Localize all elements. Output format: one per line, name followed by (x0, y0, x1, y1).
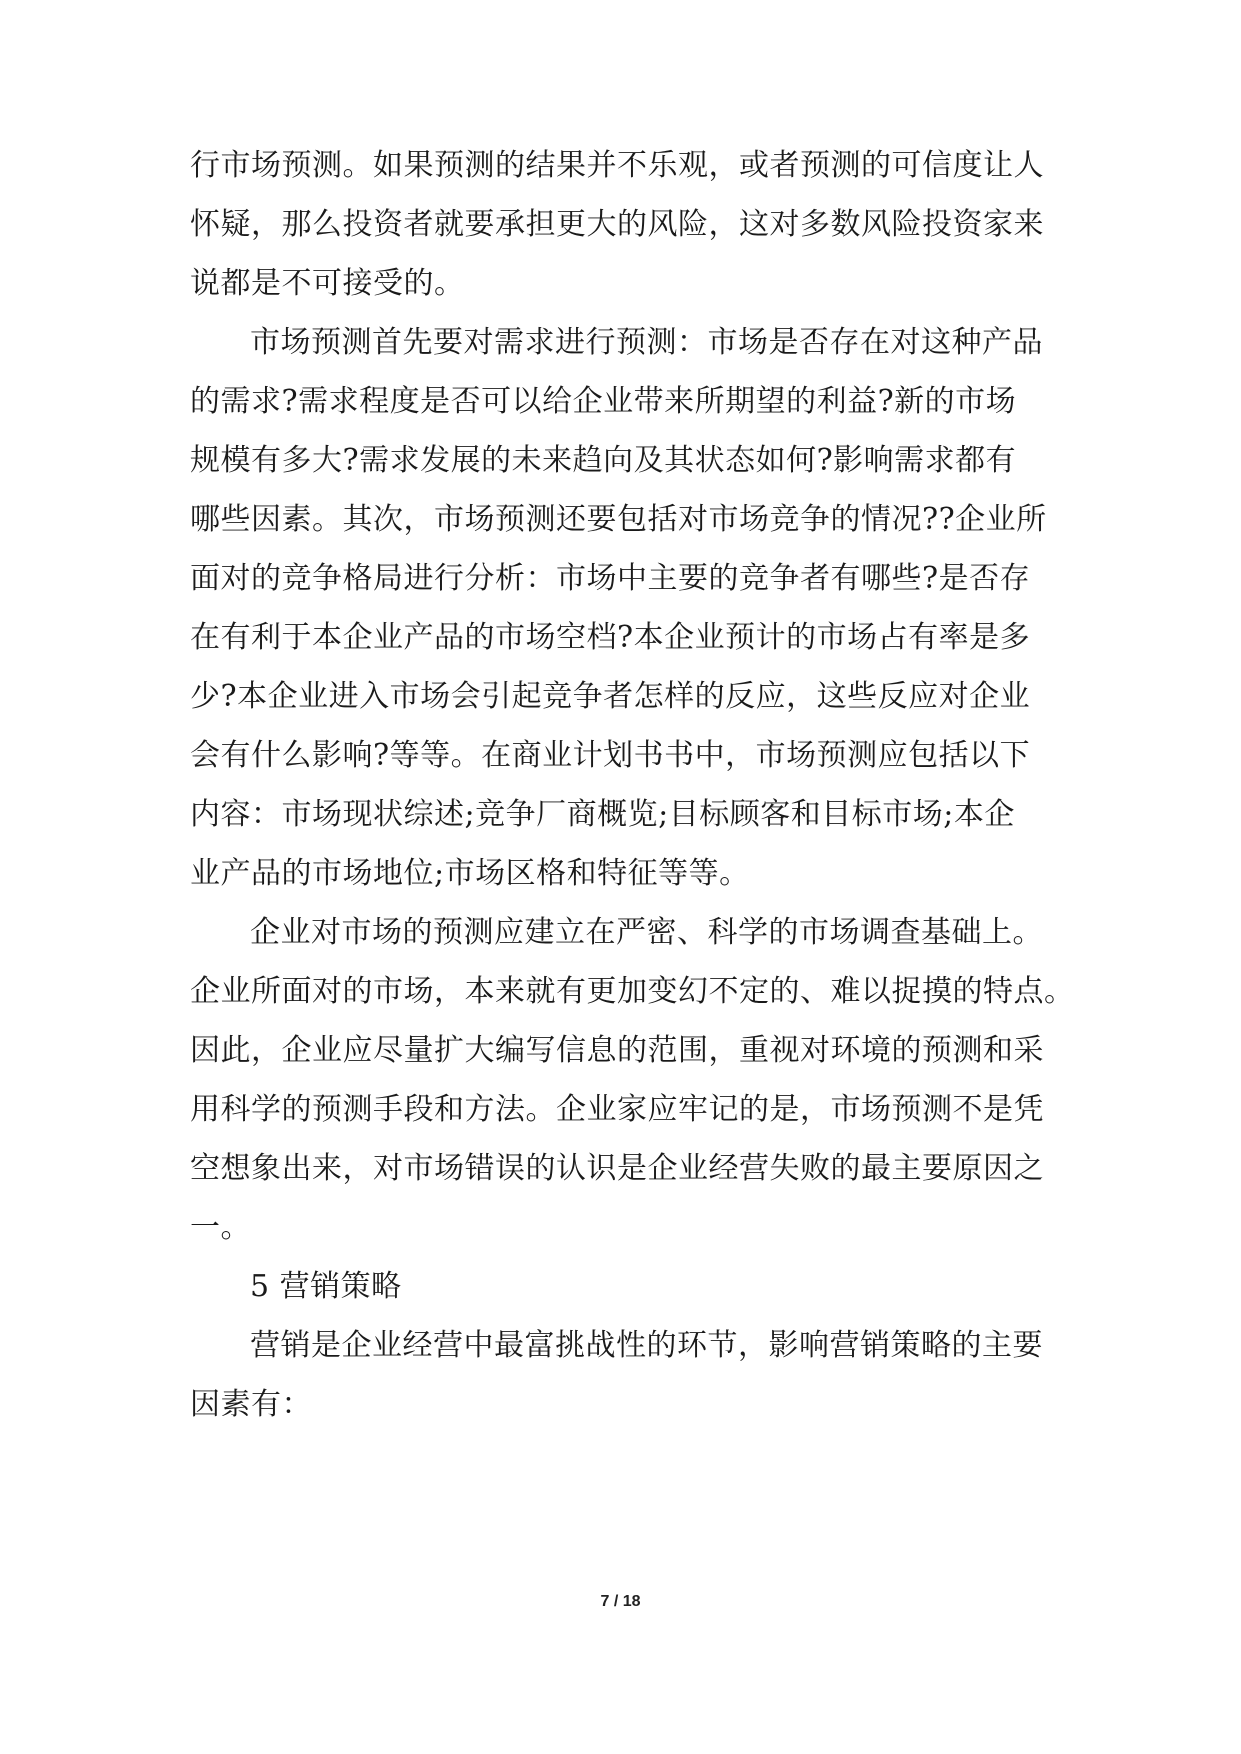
text-line: 企业对市场的预测应建立在严密、科学的市场调查基础上。 (250, 915, 1043, 950)
text-line: 怀疑，那么投资者就要承担更大的风险，这对多数风险投资家来 (190, 207, 1044, 242)
text-line: 说都是不可接受的。 (190, 266, 465, 301)
text-line: 面对的竞争格局进行分析：市场中主要的竞争者有哪些?是否存 (190, 561, 1031, 596)
text-line: 哪些因素。其次，市场预测还要包括对市场竞争的情况??企业所 (190, 502, 1047, 537)
text-line: 因素有： (190, 1387, 312, 1422)
text-line: 的需求?需求程度是否可以给企业带来所期望的利益?新的市场 (190, 384, 1017, 419)
text-line: 业产品的市场地位;市场区格和特征等等。 (190, 856, 750, 891)
text-line: 一。 (190, 1210, 251, 1245)
text-line: 会有什么影响?等等。在商业计划书书中，市场预测应包括以下 (190, 738, 1031, 773)
page-number: 7 / 18 (600, 1593, 641, 1610)
text-line: 空想象出来，对市场错误的认识是企业经营失败的最主要原因之 (190, 1151, 1044, 1186)
text-line: 规模有多大?需求发展的未来趋向及其状态如何?影响需求都有 (190, 443, 1017, 478)
text-line: 内容：市场现状综述;竞争厂商概览;目标顾客和目标市场;本企 (190, 797, 1015, 832)
text-line: 因此，企业应尽量扩大编写信息的范围，重视对环境的预测和采 (190, 1033, 1044, 1068)
section-heading: 5 营销策略 (250, 1269, 402, 1304)
text-line: 市场预测首先要对需求进行预测：市场是否存在对这种产品 (250, 325, 1043, 360)
text-line: 企业所面对的市场，本来就有更加变幻不定的、难以捉摸的特点。 (190, 974, 1075, 1009)
text-line: 行市场预测。如果预测的结果并不乐观，或者预测的可信度让人 (190, 148, 1044, 183)
text-line: 少?本企业进入市场会引起竞争者怎样的反应，这些反应对企业 (190, 679, 1031, 714)
text-line: 用科学的预测手段和方法。企业家应牢记的是，市场预测不是凭 (190, 1092, 1044, 1127)
text-line: 在有利于本企业产品的市场空档?本企业预计的市场占有率是多 (190, 620, 1031, 655)
text-line: 营销是企业经营中最富挑战性的环节，影响营销策略的主要 (250, 1328, 1043, 1363)
